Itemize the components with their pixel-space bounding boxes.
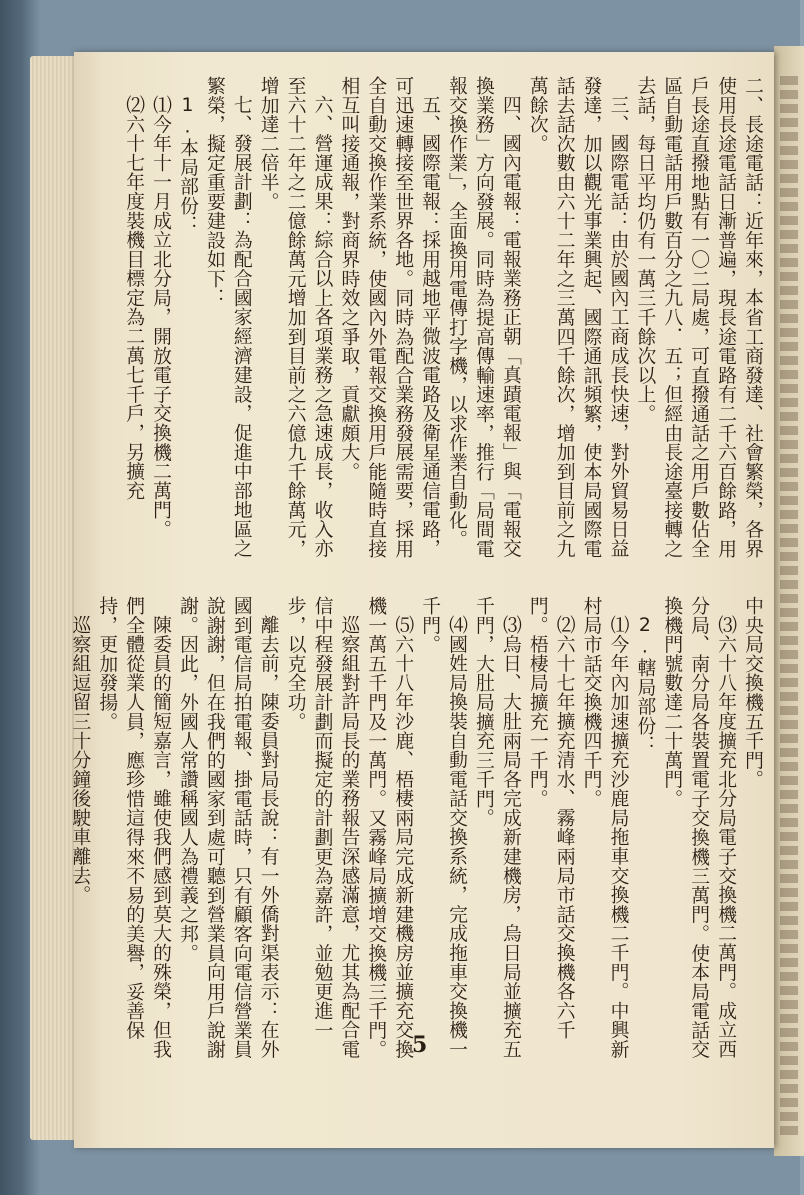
paragraph-departure-remarks: 離去前，陳委員對局長說：有一外僑對渠表示：在外國到電信局拍電報、掛電話時，只有顧客向電信營業員說謝謝，但在我們的國家到處可聽到營業員向用戶說謝謝。因此，外國人常讚稱國人為禮義之邦。 [176,596,279,1059]
item-branch-3: ⑶烏日、大肚兩局各完成新建機房，烏日局並擴充五千門，大肚局擴充三千門。 [472,596,521,1059]
item-bureau-1: ⑴今年十一月成立北分局，開放電子交換機二萬門。 [150,94,172,539]
paragraph-long-distance: 二、長途電話：近年來，本省工商發達、社會繁榮，各界使用長途電話日漸普遍，現長途電路有二千六百餘路，用戶長途直撥地點有一〇二局處，可直撥通話之用戶數佔全區自動電話用戶數百分之九八．五；但經由長途臺接轉之去話，每日平均仍有一萬三千餘次以上。 [634,76,763,559]
heading-bureau-section: 1.本局部份： [176,94,198,235]
item-bureau-2-continued: 中央局交換機五千門。 [742,596,763,789]
page-number: 5 [412,1032,428,1058]
item-bureau-3: ⑶六十八年度擴充北分局電子交換機二萬門。成立西分局、南分局各裝置電子交換機三萬門。使本局電話交換機門號數達二十萬門。 [661,596,737,1059]
paragraph-inspection-approval: 巡察組對許局長的業務報告深感滿意，尤其為配合電信中程發展計劃而擬定的計劃更為嘉許，並勉更進一步，以克全功。 [284,596,360,1059]
paragraph-honor: 陳委員的簡短嘉言，雖使我們感到莫大的殊榮，但我們全體從業人員，應珍惜這得來不易的美譽，妥善保持，更加發揚。 [96,596,172,1059]
heading-branch-section: 2.轄局部份： [634,614,656,755]
paragraph-development-plan: 七、發展計劃：為配合國家經濟建設，促進中部地區之繁榮，擬定重要建設如下： [203,76,252,558]
adjacent-page-edge [774,46,804,1156]
lower-text-section [69,596,765,1066]
upper-text-section [95,76,765,566]
item-branch-5: ⑸六十八年沙鹿、梧棲兩局完成新建機房並擴充交換機一萬五千門及一萬門。又霧峰局擴增交換機三千門。 [365,596,414,1059]
item-branch-4: ⑷國姓局換裝自動電話交換系統，完成拖車交換機一千門。 [419,596,468,1059]
paragraph-closing: 巡察組逗留三十分鐘後駛車離去。 [69,614,91,905]
item-branch-2: ⑵六十七年擴充清水、霧峰兩局市話交換機各六千門。梧棲局擴充一千門。 [526,596,575,1040]
paragraph-international-phone: 三、國際電話：由於國內工商成長快速，對外貿易日益發達，加以觀光事業興起、國際通訊頻繁，使本局國際電話去話次數由六十二年之三萬四千餘次，增加到目前之九萬餘次。 [526,76,629,559]
item-branch-1: ⑴今年內加速擴充沙鹿局拖車交換機二千門。中興新村局市話交換機四千門。 [580,596,629,1059]
adjacent-page-ghost-text [780,76,798,1136]
paragraph-domestic-telegram: 四、國內電報：電報業務正朝「真蹟電報」與「電報交換業務」方向發展。同時為提高傳輸速率，推行「局間電報交換作業」，全面換用電傳打字機，以求作業自動化。 [446,76,521,559]
item-bureau-2: ⑵六十七年度裝機目標定為二萬七千戶，另擴充 [123,94,145,500]
paragraph-operating-results: 六、營運成果：綜合以上各項業務之急速成長，收入亦至六十二年之二億餘萬元增加到目前之六億九千餘萬元，增加達二倍半。 [257,76,333,559]
paragraph-international-telegram: 五、國際電報：採用越地平微波電路及衛星通信電路，可迅速轉接至世界各地。同時為配合業務發展需要，採用全自動交換作業系統，使國內外電報交換用戶能隨時直接相互叫接通報，對商界時效之爭取，貢獻頗大。 [338,76,441,559]
